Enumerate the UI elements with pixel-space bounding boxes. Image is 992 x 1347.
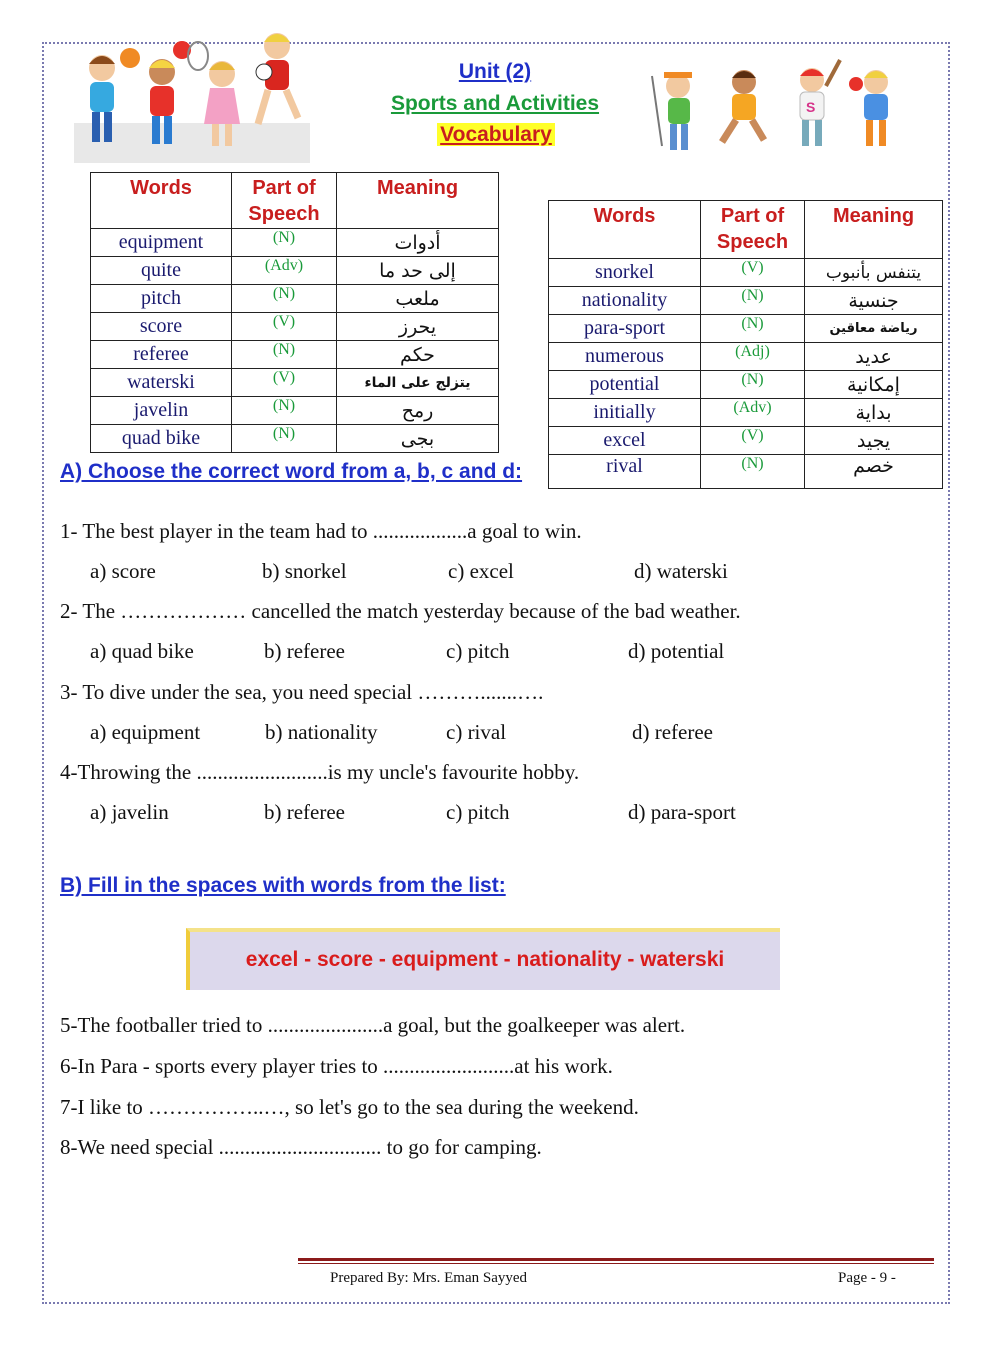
word-cell: excel — [549, 427, 701, 455]
options-2 — [90, 639, 790, 665]
table-row — [549, 315, 943, 343]
pos-cell: (V) — [701, 427, 805, 455]
meaning-cell: إمكانية — [805, 371, 943, 399]
option-b[interactable]: b) referee — [264, 800, 346, 824]
sentence-5: 5-The footballer tried to ......................a goal, but the goalkeeper was alert. — [60, 1013, 686, 1037]
option-b[interactable]: b) referee — [264, 639, 346, 663]
option-d[interactable]: d) waterski — [634, 559, 728, 583]
section-title — [428, 123, 564, 147]
word-cell: javelin — [91, 397, 232, 425]
word-cell: pitch — [91, 285, 232, 313]
word-cell: initially — [549, 399, 701, 427]
table-row — [549, 343, 943, 371]
word-cell: rival — [549, 455, 701, 489]
section-b-title: B) Fill in the spaces with words from the list: — [60, 874, 506, 897]
vocabulary-table-left — [90, 172, 499, 453]
pos-cell: (N) — [701, 287, 805, 315]
meaning-cell: أدوات — [337, 229, 499, 257]
meaning-cell: بجى — [337, 425, 499, 453]
option-d[interactable]: d) potential — [628, 639, 725, 663]
meaning-cell: يحرز — [337, 313, 499, 341]
option-b[interactable]: b) nationality — [265, 720, 378, 744]
table-row — [91, 341, 499, 369]
meaning-cell: رمح — [337, 397, 499, 425]
kid-figure-4 — [256, 33, 298, 124]
sentence-8: 8-We need special ............................... to go for camping. — [60, 1135, 542, 1159]
word-list-box: excel - score - equipment - nationality - waterski — [186, 928, 780, 990]
options-4 — [90, 800, 790, 826]
question-3: 3- To dive under the sea, you need special ……….......…. — [60, 680, 544, 704]
pos-cell: (N) — [232, 285, 337, 313]
word-cell: equipment — [91, 229, 232, 257]
header-part-of-speech: Part of Speech — [701, 201, 805, 259]
header-words: Words — [91, 173, 232, 229]
pos-cell: (N) — [232, 397, 337, 425]
pos-cell: (V) — [232, 313, 337, 341]
pos-cell: (N) — [232, 425, 337, 453]
word-cell: nationality — [549, 287, 701, 315]
table-row — [91, 285, 499, 313]
word-cell: referee — [91, 341, 232, 369]
unit-title: Unit (2) — [458, 60, 532, 83]
kid-baseball — [800, 60, 840, 146]
table-row — [91, 257, 499, 285]
option-a[interactable]: a) score — [90, 559, 156, 583]
meaning-cell: عديد — [805, 343, 943, 371]
header-meaning: Meaning — [337, 173, 499, 229]
pos-cell: (N) — [701, 315, 805, 343]
table-row — [91, 313, 499, 341]
vocabulary-table-right — [548, 200, 943, 489]
option-a[interactable]: a) equipment — [90, 720, 201, 744]
word-cell: score — [91, 313, 232, 341]
table-row — [549, 371, 943, 399]
kids-sports-illustration-left — [72, 28, 312, 168]
footer-divider — [298, 1258, 934, 1261]
word-cell: numerous — [549, 343, 701, 371]
option-d[interactable]: d) para-sport — [628, 800, 736, 824]
kid-running — [722, 70, 764, 142]
pos-cell: (N) — [232, 341, 337, 369]
option-b[interactable]: b) snorkel — [262, 559, 347, 583]
option-c[interactable]: c) pitch — [446, 639, 510, 663]
meaning-cell: بداية — [805, 399, 943, 427]
meaning-cell: ملعب — [337, 285, 499, 313]
vocabulary-highlight: Vocabulary — [437, 123, 555, 146]
pos-cell: (N) — [232, 229, 337, 257]
pos-cell: (Adv) — [232, 257, 337, 285]
word-cell: quad bike — [91, 425, 232, 453]
word-cell: para-sport — [549, 315, 701, 343]
word-cell: quite — [91, 257, 232, 285]
table-row — [549, 399, 943, 427]
pos-cell: (N) — [701, 455, 805, 489]
header-part-of-speech: Part of Speech — [232, 173, 337, 229]
meaning-cell: رياضة معاقين — [805, 315, 943, 343]
pos-cell: (Adj) — [701, 343, 805, 371]
question-2: 2- The ……………… cancelled the match yesterday because of the bad weather. — [60, 599, 741, 623]
header-meaning: Meaning — [805, 201, 943, 259]
header-words: Words — [549, 201, 701, 259]
word-cell: waterski — [91, 369, 232, 397]
meaning-cell: يتزلج على الماء — [337, 369, 499, 397]
question-4: 4-Throwing the .........................is my uncle's favourite hobby. — [60, 760, 580, 784]
table-row — [91, 397, 499, 425]
kid-ball — [849, 70, 888, 146]
table-row — [549, 427, 943, 455]
pos-cell: (V) — [232, 369, 337, 397]
option-c[interactable]: c) rival — [446, 720, 507, 744]
option-c[interactable]: c) excel — [448, 559, 514, 583]
prepared-by: Prepared By: Mrs. Eman Sayyed — [330, 1270, 528, 1286]
table-row — [91, 369, 499, 397]
topic-title: Sports and Activities — [390, 92, 600, 115]
pos-cell: (Adv) — [701, 399, 805, 427]
options-3 — [90, 720, 790, 746]
table-row — [91, 425, 499, 453]
pos-cell: (V) — [701, 259, 805, 287]
kid-golf — [652, 72, 692, 150]
option-c[interactable]: c) pitch — [446, 800, 510, 824]
section-a-title: A) Choose the correct word from a, b, c and d: — [60, 460, 523, 483]
svg-text:S: S — [806, 99, 816, 115]
kids-sports-illustration-right — [640, 56, 910, 156]
word-cell: snorkel — [549, 259, 701, 287]
word-cell: potential — [549, 371, 701, 399]
option-a[interactable]: a) javelin — [90, 800, 169, 824]
meaning-cell: إلى حد ما — [337, 257, 499, 285]
meaning-cell: خصم — [805, 455, 943, 489]
table-row — [91, 229, 499, 257]
page-number: Page - 9 - — [838, 1270, 896, 1286]
question-1: 1- The best player in the team had to ..................a goal to win. — [60, 519, 582, 543]
table-row — [549, 287, 943, 315]
option-d[interactable]: d) referee — [632, 720, 714, 744]
meaning-cell: يتنفس بأنبوب — [805, 259, 943, 287]
pos-cell: (N) — [701, 371, 805, 399]
meaning-cell: يجيد — [805, 427, 943, 455]
sentence-6: 6-In Para - sports every player tries to .........................at his work. — [60, 1054, 613, 1078]
meaning-cell: جنسية — [805, 287, 943, 315]
meaning-cell: حكم — [337, 341, 499, 369]
options-1 — [90, 559, 790, 585]
table-row — [549, 259, 943, 287]
table-row — [549, 455, 943, 489]
sentence-7: 7-I like to ……………..…, so let's go to the sea during the weekend. — [60, 1095, 639, 1119]
footer-divider-thin — [298, 1263, 934, 1264]
option-a[interactable]: a) quad bike — [90, 639, 194, 663]
